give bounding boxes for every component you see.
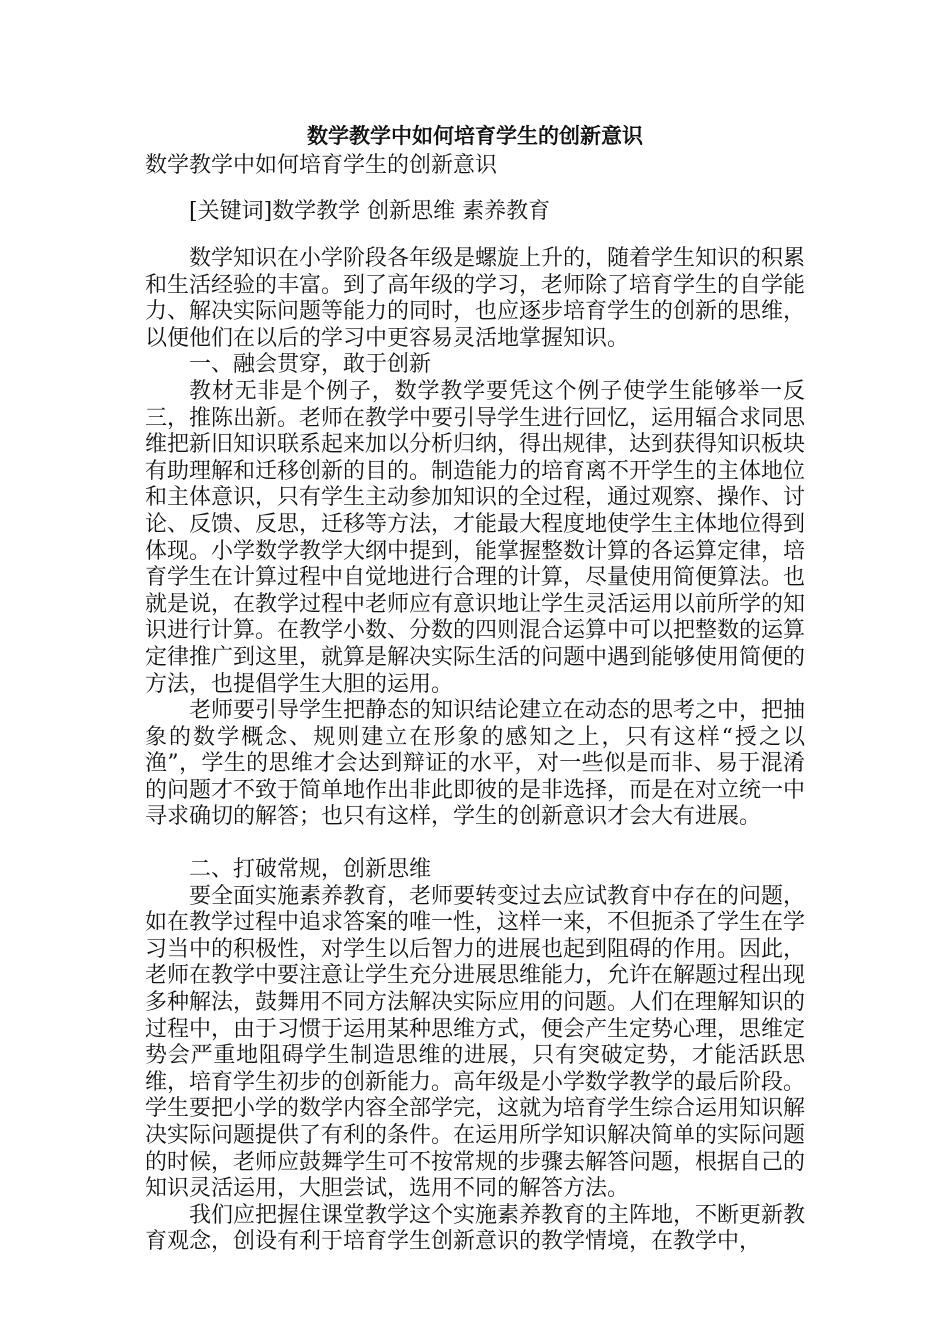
document-title: 数学教学中如何培育学生的创新意识: [307, 124, 643, 148]
section-2-heading: 二、打破常规，创新思维: [189, 857, 432, 883]
section-gap: [145, 831, 805, 857]
keywords-line: [关键词]数学教学 创新思维 素养教育: [189, 199, 551, 224]
intro-paragraph: 数学知识在小学阶段各年级是螺旋上升的，随着学生知识的积累和生活经验的丰富。到了高年级的学习，老师除了培育学生的自学能力、解决实际问题等能力的同时，也应逐步培育学生的创新的思维，以便他们在以后的学习中更容易灵活地掌握知识。: [145, 246, 806, 351]
section-2-paragraph-2: 我们应把握住课堂教学这个实施素养教育的主阵地，不断更新教育观念，创设有利于培育学生创新意识的教学情境，在教学中，: [145, 1202, 806, 1255]
section-2-paragraph-1: 要全面实施素养教育，老师要转变过去应试教育中存在的问题，如在教学过程中追求答案的唯一性，这样一来，不但扼杀了学生在学习当中的积极性，对学生以后智力的进展也起到阻碍的作用。因此，老师在教学中要注意让学生充分进展思维能力，允许在解题过程出现多种解法，鼓舞用不同方法解决实际应用的问题。人们在理解知识的过程中，由于习惯于运用某种思维方式，便会产生定势心理，思维定势会严重地阻碍学生制造思维的进展，只有突破定势，才能活跃思维，培育学生初步的创新能力。高年级是小学数学教学的最后阶段。学生要把小学的数学内容全部学完，这就为培育学生综合运用知识解决实际问题提供了有利的条件。在运用所学知识解决简单的实际问题的时候，老师应鼓舞学生可不按常规的步骤去解答问题，根据自己的知识灵活运用，大胆尝试，选用不同的解答方法。: [145, 883, 806, 1202]
section-1-heading: 一、融会贯穿，敢于创新: [189, 352, 432, 378]
document-body: [145, 246, 805, 1256]
document-subtitle: 数学教学中如何培育学生的创新意识: [145, 153, 498, 178]
section-1-paragraph-2: 老师要引导学生把静态的知识结论建立在动态的思考之中，把抽象的数学概念、规则建立在形象的感知之上，只有这样“授之以渔”，学生的思维才会达到辩证的水平，对一些似是而非、易于混淆的问题才不致于简单地作出非此即彼的是非选择，而是在对立统一中寻求确切的解答；也只有这样，学生的创新意识才会大有进展。: [145, 698, 806, 830]
section-1-paragraph-1: 教材无非是个例子，数学教学要凭这个例子使学生能够举一反三，推陈出新。老师在教学中要引导学生进行回忆，运用辐合求同思维把新旧知识联系起来加以分析归纳，得出规律，达到获得知识板块有助理解和迁移创新的目的。制造能力的培育离不开学生的主体地位和主体意识，只有学生主动参加知识的全过程，通过观察、操作、讨论、反馈、反思，迁移等方法，才能最大程度地使学生主体地位得到体现。小学数学教学大纲中提到，能掌握整数计算的各运算定律，培育学生在计算过程中自觉地进行合理的计算，尽量使用简便算法。也就是说，在教学过程中老师应有意识地让学生灵活运用以前所学的知识进行计算。在教学小数、分数的四则混合运算中可以把整数的运算定律推广到这里，就算是解决实际生活的问题中遇到能够使用简便的方法，也提倡学生大胆的运用。: [145, 378, 806, 697]
